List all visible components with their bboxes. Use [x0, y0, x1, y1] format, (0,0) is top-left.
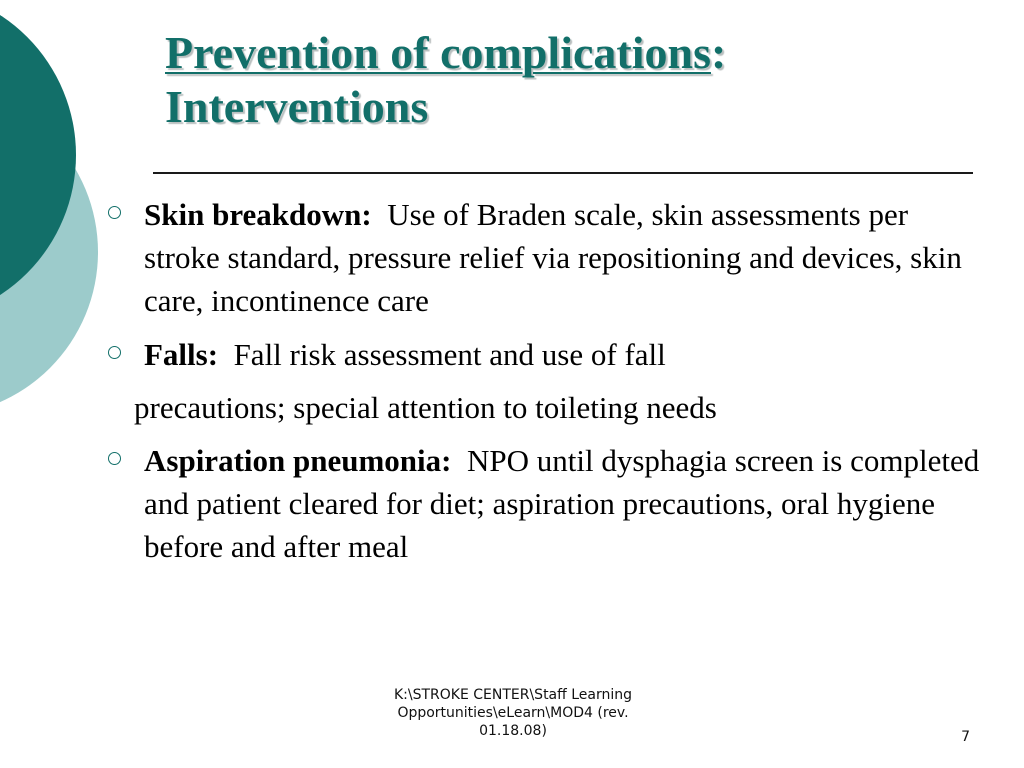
title-colon: : [710, 27, 727, 78]
bullet-text: Fall risk assessment and use of fall [233, 337, 666, 372]
bullet-falls-continuation: precautions; special attention to toileting needs [134, 390, 717, 425]
bullet-text: NPO until dysphagia screen is completed and patient cleared for diet; aspiration precautions, oral hygiene before and after meal [144, 443, 980, 564]
bullet-list [104, 193, 984, 568]
bullet-falls [104, 333, 984, 376]
title-subtitle: Interventions [165, 81, 429, 132]
title-main: Prevention of complications [165, 27, 711, 78]
bullet-marker-icon [108, 452, 121, 465]
bullet-text: Use of Braden scale, skin assessments per stroke standard, pressure relief via repositioning and devices, skin care, incontinence care [144, 197, 962, 318]
slide-number: 7 [961, 729, 970, 745]
bullet-marker-icon [108, 206, 121, 219]
bullet-term: Skin breakdown: [144, 197, 372, 232]
footer-line-1: K:\STROKE CENTER\Staff Learning [393, 687, 633, 703]
footer-line-2: Opportunities\eLearn\MOD4 (rev. [397, 705, 629, 721]
footer-path [348, 686, 678, 740]
bullet-term: Aspiration pneumonia: [144, 443, 452, 478]
bullet-aspiration-pneumonia [104, 439, 984, 568]
bullet-marker-icon [108, 346, 121, 359]
title-divider [153, 172, 973, 174]
slide-title [165, 26, 995, 134]
footer-line-3: 01.18.08) [479, 723, 547, 739]
bullet-skin-breakdown [104, 193, 984, 322]
bullet-term: Falls: [144, 337, 219, 372]
